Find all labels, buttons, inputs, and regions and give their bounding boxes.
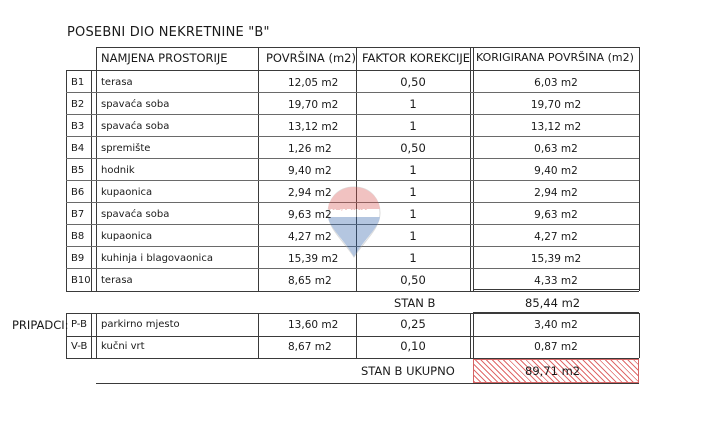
table-row-row-area: 19,70 m2 (288, 99, 339, 111)
table-row-row-area: 2,94 m2 (288, 187, 332, 199)
table-row-row-code: B5 (71, 165, 85, 176)
table-row-row-name: kuhinja i blagovaonica (101, 253, 213, 264)
col-rule (639, 313, 640, 358)
row-rule (66, 180, 639, 181)
col-rule (473, 313, 474, 358)
table-row-row-corrected: 19,70 m2 (530, 99, 582, 111)
table-row-row-factor: 0,50 (400, 75, 426, 89)
table-row-row-area: 9,40 m2 (288, 165, 332, 177)
header-faktor: FAKTOR KOREKCIJE (362, 51, 471, 65)
table-row-row-name: spavaća soba (101, 209, 170, 220)
table-row-row-factor: 1 (409, 97, 417, 111)
subtotal-label: STAN B (394, 296, 436, 310)
table-row-row-corrected: 9,63 m2 (534, 209, 578, 221)
table-row-row-corrected: 4,27 m2 (534, 231, 578, 243)
col-rule (96, 47, 97, 291)
pripadci-row-row-name: parkirno mjesto (101, 319, 180, 330)
table-bottom-rule (66, 291, 639, 292)
table-row-row-factor: 1 (409, 119, 417, 133)
table-row-row-area: 4,27 m2 (288, 231, 332, 243)
table-row-row-name: spavaća soba (101, 121, 170, 132)
pripadci-row-row-area: 13,60 m2 (288, 319, 339, 331)
table-row-row-area: 9,63 m2 (288, 209, 332, 221)
row-rule (66, 92, 639, 93)
table-row-row-name: kupaonica (101, 187, 153, 198)
table-row-row-name: hodnik (101, 165, 135, 176)
table-row-row-corrected: 4,33 m2 (534, 275, 578, 287)
pripadci-row-row-area: 8,67 m2 (288, 341, 332, 353)
table-row-row-factor: 1 (409, 163, 417, 177)
pripadci-row-row-factor: 0,10 (400, 339, 426, 353)
pripadci-row-row-name: kučni vrt (101, 341, 145, 352)
table-row-row-code: B10 (71, 275, 91, 286)
table-row-row-area: 12,05 m2 (288, 77, 339, 89)
table-row-row-factor: 1 (409, 251, 417, 265)
table-row-row-corrected: 2,94 m2 (534, 187, 578, 199)
table-row-row-factor: 1 (409, 185, 417, 199)
total-value: 89,71 m2 (525, 364, 581, 378)
table-row-row-code: B9 (71, 253, 85, 264)
table-row-row-code: B3 (71, 121, 85, 132)
watermark-text: RE/MAX (328, 203, 368, 213)
table-row-row-code: B8 (71, 231, 85, 242)
col-rule (258, 47, 259, 291)
table-row-row-code: B6 (71, 187, 85, 198)
header-namjena: NAMJENA PROSTORIJE (101, 51, 228, 65)
header-povrsina: POVRŠINA (m2) (266, 51, 356, 65)
pripadci-row-row-factor: 0,25 (400, 317, 426, 331)
table-row-row-code: B1 (71, 77, 85, 88)
row-rule (66, 114, 639, 115)
table-row-row-corrected: 13,12 m2 (530, 121, 582, 133)
col-rule (96, 313, 97, 358)
table-row-row-name: terasa (101, 275, 133, 286)
table-row-row-code: B2 (71, 99, 85, 110)
pripadci-top-rule (66, 313, 639, 314)
row-rule (66, 136, 639, 137)
subtotal-value: 85,44 m2 (525, 296, 581, 310)
table-row-row-area: 15,39 m2 (288, 253, 339, 265)
table-row-row-name: kupaonica (101, 231, 153, 242)
table-row-row-factor: 1 (409, 207, 417, 221)
table-row-row-corrected: 9,40 m2 (534, 165, 578, 177)
header-korigirana: KORIGIRANA POVRŠINA (m2) (476, 51, 634, 64)
pripadci-label: PRIPADCI: (12, 318, 69, 332)
table-row-row-code: B4 (71, 143, 85, 154)
table-row-row-factor: 0,50 (400, 141, 426, 155)
pripadci-row-row-code: P-B (71, 319, 87, 330)
subtotal-top-rule (473, 289, 639, 290)
table-row-row-name: spavaća soba (101, 99, 170, 110)
table-row-row-code: B7 (71, 209, 85, 220)
table-row-row-factor: 1 (409, 229, 417, 243)
col-rule (91, 313, 92, 358)
table-row-row-area: 1,26 m2 (288, 143, 332, 155)
table-row-row-area: 8,65 m2 (288, 275, 332, 287)
table-row-row-name: terasa (101, 77, 133, 88)
col-rule (258, 313, 259, 358)
table-row-row-name: spremište (101, 143, 151, 154)
page-title: POSEBNI DIO NEKRETNINE "B" (67, 25, 270, 40)
pripadci-row-row-code: V-B (71, 341, 88, 352)
pripadci-row-row-corrected: 3,40 m2 (534, 319, 578, 331)
col-rule (639, 47, 640, 291)
header-bottom-rule (66, 70, 639, 71)
col-rule (473, 47, 474, 291)
table-row-row-corrected: 6,03 m2 (534, 77, 578, 89)
table-row-row-factor: 0,50 (400, 273, 426, 287)
pripadci-mid-rule (66, 336, 639, 337)
table-row-row-corrected: 15,39 m2 (530, 253, 582, 265)
row-rule (66, 158, 639, 159)
total-label: STAN B UKUPNO (361, 364, 455, 378)
row-rule (66, 268, 639, 269)
total-bottom-rule (96, 383, 639, 384)
table-row-row-area: 13,12 m2 (288, 121, 339, 133)
header-top-rule (96, 47, 639, 48)
table-row-row-corrected: 0,63 m2 (534, 143, 578, 155)
pripadci-row-row-corrected: 0,87 m2 (534, 341, 578, 353)
